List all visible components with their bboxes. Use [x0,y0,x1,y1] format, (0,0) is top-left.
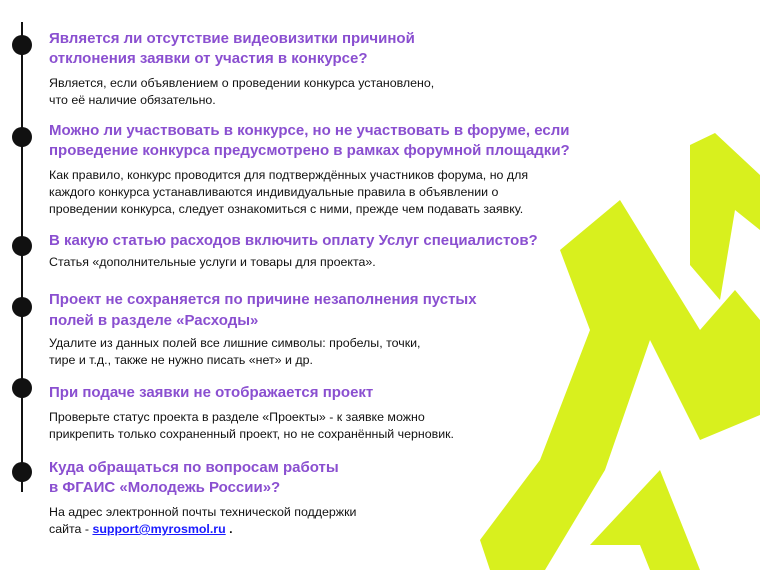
timeline-line [21,22,23,492]
timeline-dot [12,236,32,256]
timeline-dot [12,297,32,317]
faq-answer [49,504,649,538]
faq-question: В какую статью расходов включить оплату Услуг специалистов? [49,232,538,249]
support-email-link[interactable]: support@myrosmol.ru [92,522,226,536]
timeline-dot [12,127,32,147]
faq-answer-suffix: . [225,522,233,536]
timeline-dot [12,378,32,398]
faq-item [49,289,649,369]
faq-answer: Удалите из данных полей все лишние символы: пробелы, точки, тире и т.д., также не нужно писать «нет» и др. [49,336,421,367]
faq-item [49,29,649,109]
faq-answer: Проверьте статус проекта в разделе «Проекты» - к заявке можно прикрепить только сохраненный проект, но не сохранённый черновик. [49,410,454,441]
faq-question: Является ли отсутствие видеовизитки причиной отклонения заявки от участия в конкурсе? [49,30,415,67]
faq-item [49,231,649,271]
zigzag-upper-band [690,133,760,300]
faq-item [49,121,649,218]
faq-question: Можно ли участвовать в конкурсе, но не участвовать в форуме, если проведение конкурса предусмотрено в рамках форумной площадки? [49,122,570,159]
faq-answer: Статья «дополнительные услуги и товары для проекта». [49,255,376,269]
faq-item [49,458,649,538]
faq-question: Куда обращаться по вопросам работы в ФГАИС «Молодежь России»? [49,459,339,496]
timeline-dot [12,462,32,482]
faq-item [49,383,649,443]
faq-answer-text: На адрес электронной почты технической поддержки сайта - [49,505,357,536]
timeline-dot [12,35,32,55]
faq-answer: Является, если объявлением о проведении конкурса установлено, что её наличие обязательно. [49,76,435,107]
faq-question: При подаче заявки не отображается проект [49,384,374,401]
faq-answer: Как правило, конкурс проводится для подтверждённых участников форума, но для каждого конкурса устанавливаются индивидуальные правила в объявлении о проведении конкурса, следует ознакомиться с ними, прежде чем подавать заявку. [49,168,529,216]
faq-question: Проект не сохраняется по причине незаполнения пустых полей в разделе «Расходы» [49,291,477,329]
